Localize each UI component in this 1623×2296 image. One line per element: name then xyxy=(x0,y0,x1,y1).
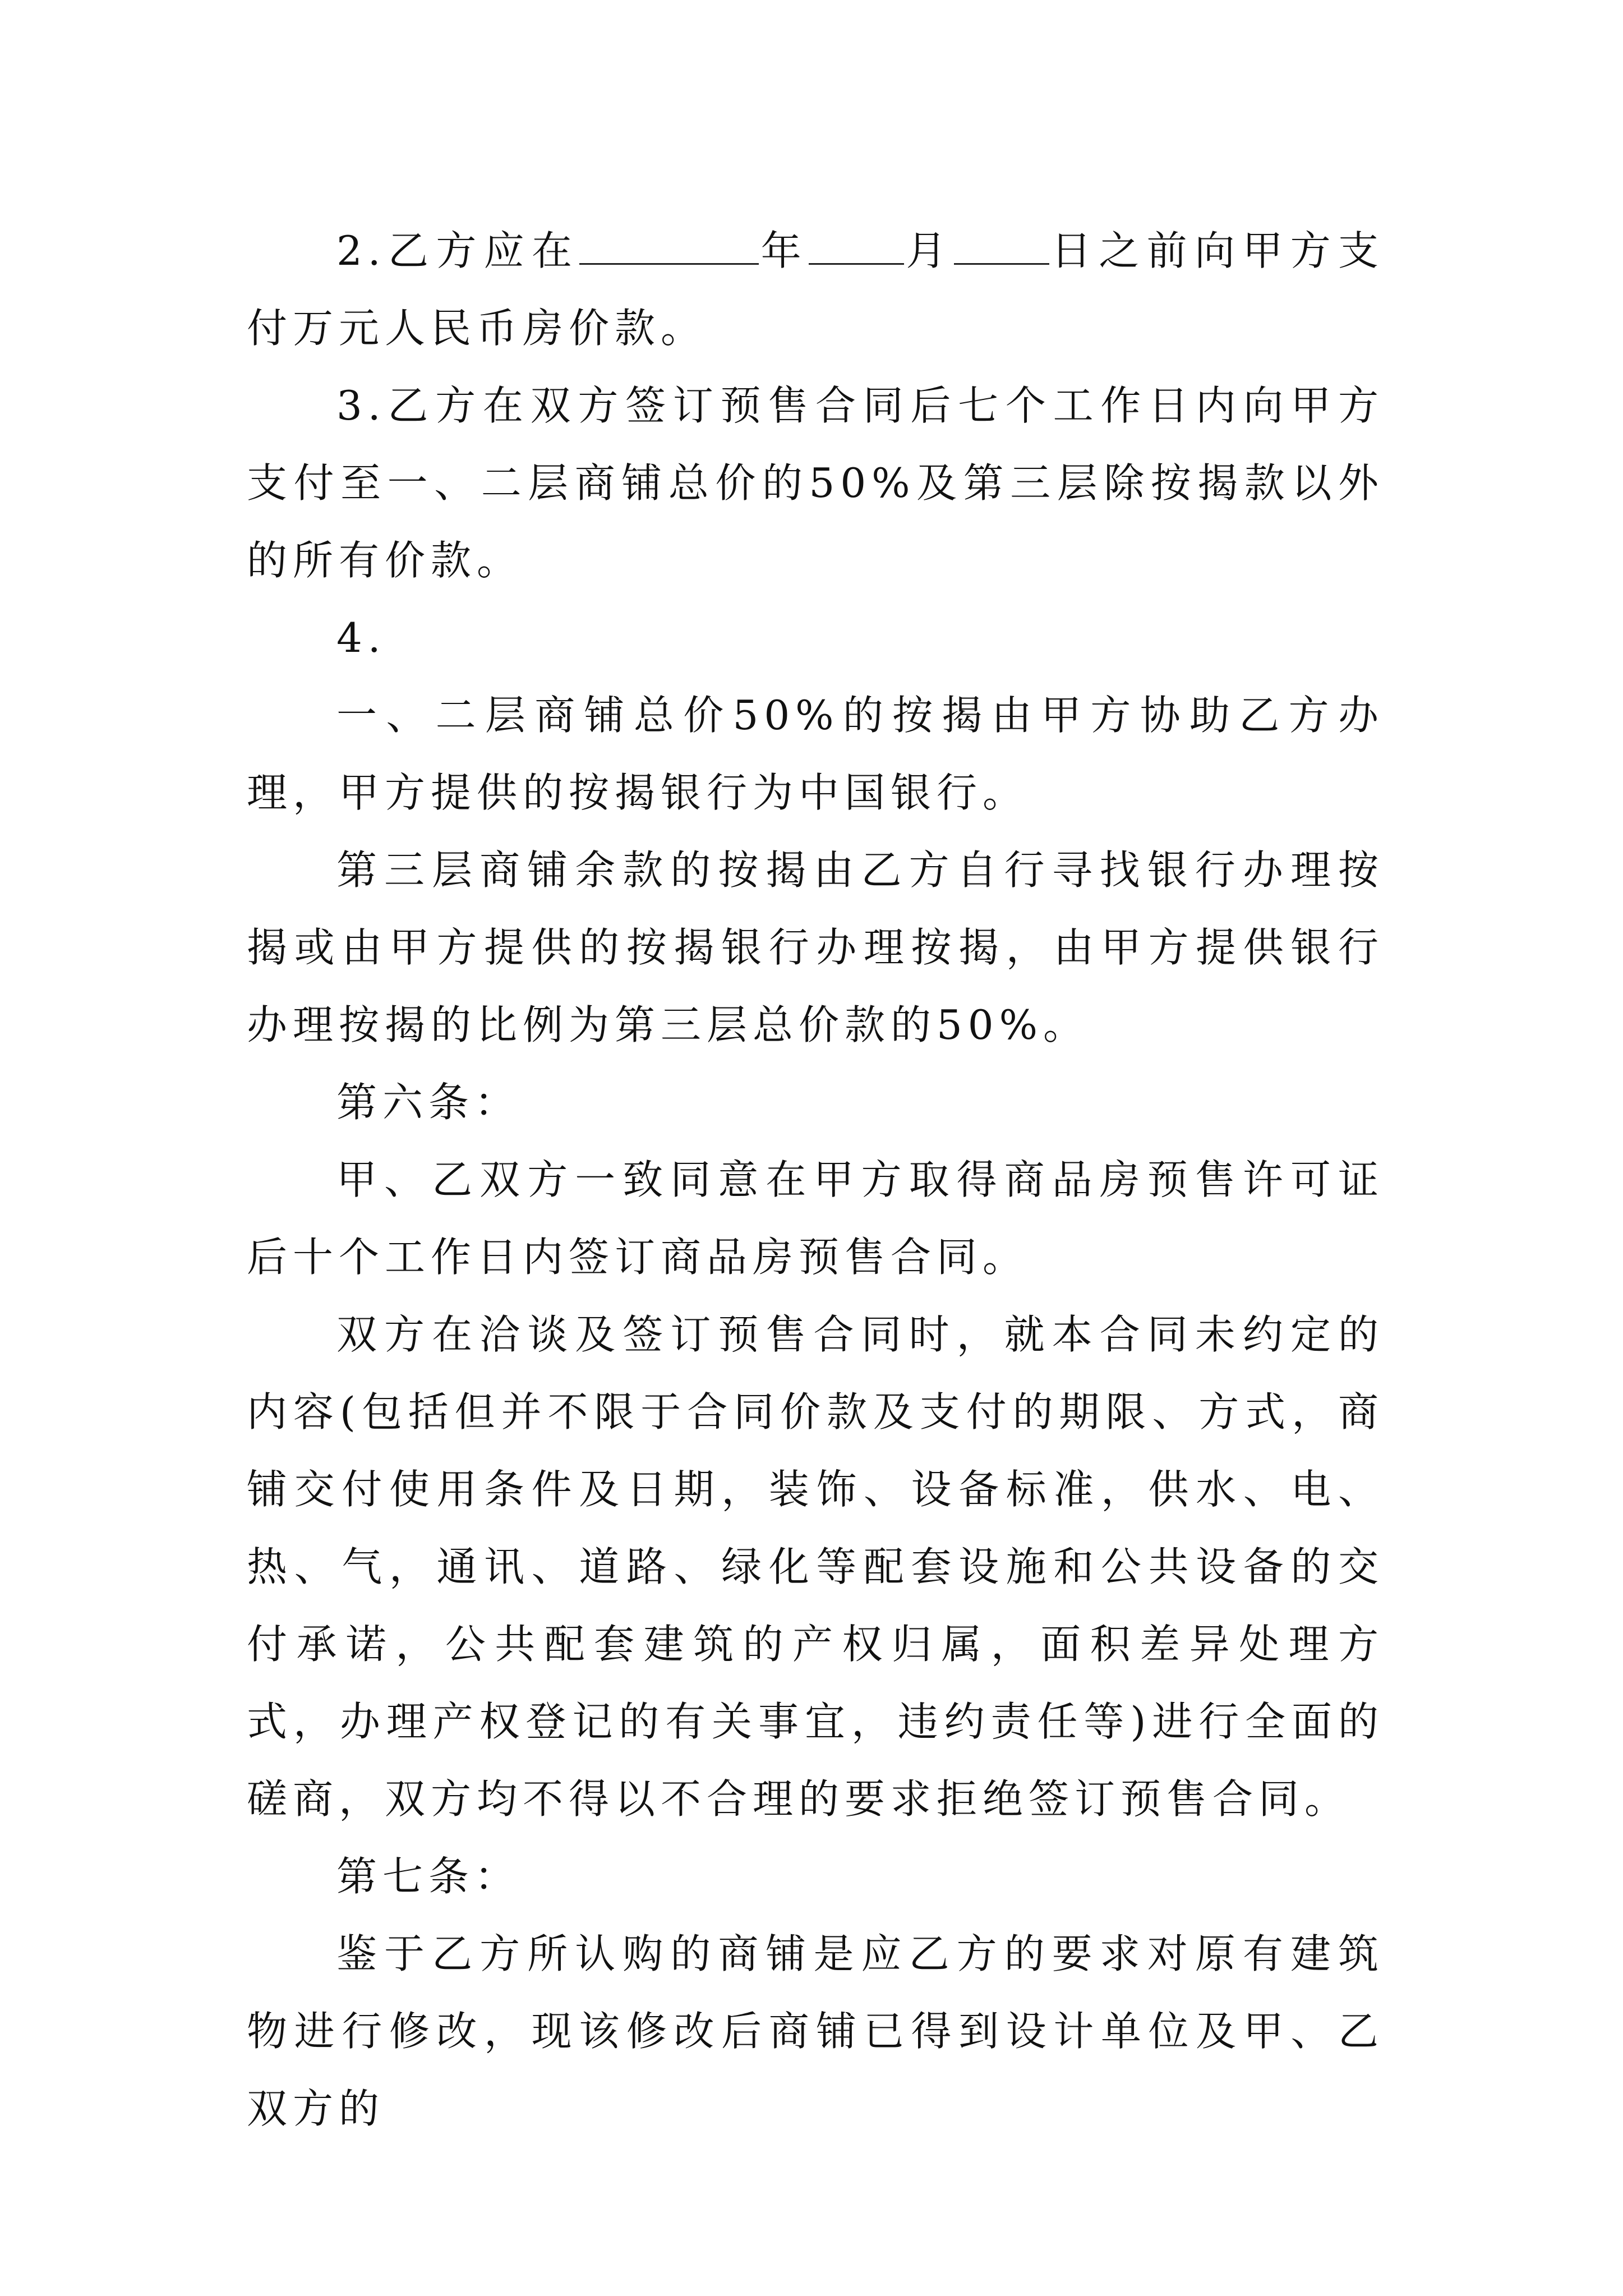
document-body xyxy=(247,212,1384,2147)
clause-item-2-lead: 2.乙方应在 xyxy=(336,227,580,274)
mortgage-floor-3: 第三层商铺余款的按揭由乙方自行寻找银行办理按揭或由甲方提供的按揭银行办理按揭，由甲方提供银行办理按揭的比例为第三层总价款的50%。 xyxy=(247,846,1384,1048)
clause-item-4: 4. xyxy=(336,614,386,661)
mortgage-floors-1-2: 一、二层商铺总价50%的按揭由甲方协助乙方办理，甲方提供的按揭银行为中国银行。 xyxy=(247,692,1384,816)
month-label: 月 xyxy=(904,227,954,274)
article-6-heading: 第六条： xyxy=(336,1079,521,1126)
article-7-para-1: 鉴于乙方所认购的商铺是应乙方的要求对原有建筑物进行修改，现该修改后商铺已得到设计单位及甲、乙双方的 xyxy=(247,1930,1384,2132)
day-blank xyxy=(954,229,1049,265)
clause-item-2-tail: 日之前向甲方支付万元人民币房价款。 xyxy=(247,227,1384,352)
article-6-para-1: 甲、乙双方一致同意在甲方取得商品房预售许可证后十个工作日内签订商品房预售合同。 xyxy=(247,1156,1384,1281)
month-blank xyxy=(809,229,904,265)
year-label: 年 xyxy=(759,227,809,274)
clause-item-2 xyxy=(247,212,1384,367)
article-7-heading: 第七条： xyxy=(336,1853,521,1900)
clause-item-3: 3.乙方在双方签订预售合同后七个工作日内向甲方支付至一、二层商铺总价的50%及第三层除按揭款以外的所有价款。 xyxy=(247,382,1384,584)
year-blank xyxy=(579,229,759,265)
article-6-para-2: 双方在洽谈及签订预售合同时，就本合同未约定的内容(包括但并不限于合同价款及支付的期限、方式，商铺交付使用条件及日期，装饰、设备标准，供水、电、热、气，通讯、道路、绿化等配套设施和公共设备的交付承诺，公共配套建筑的产权归属，面积差异处理方式，办理产权登记的有关事宜，违约责任等)进行全面的磋商，双方均不得以不合理的要求拒绝签订预售合同。 xyxy=(247,1311,1384,1823)
